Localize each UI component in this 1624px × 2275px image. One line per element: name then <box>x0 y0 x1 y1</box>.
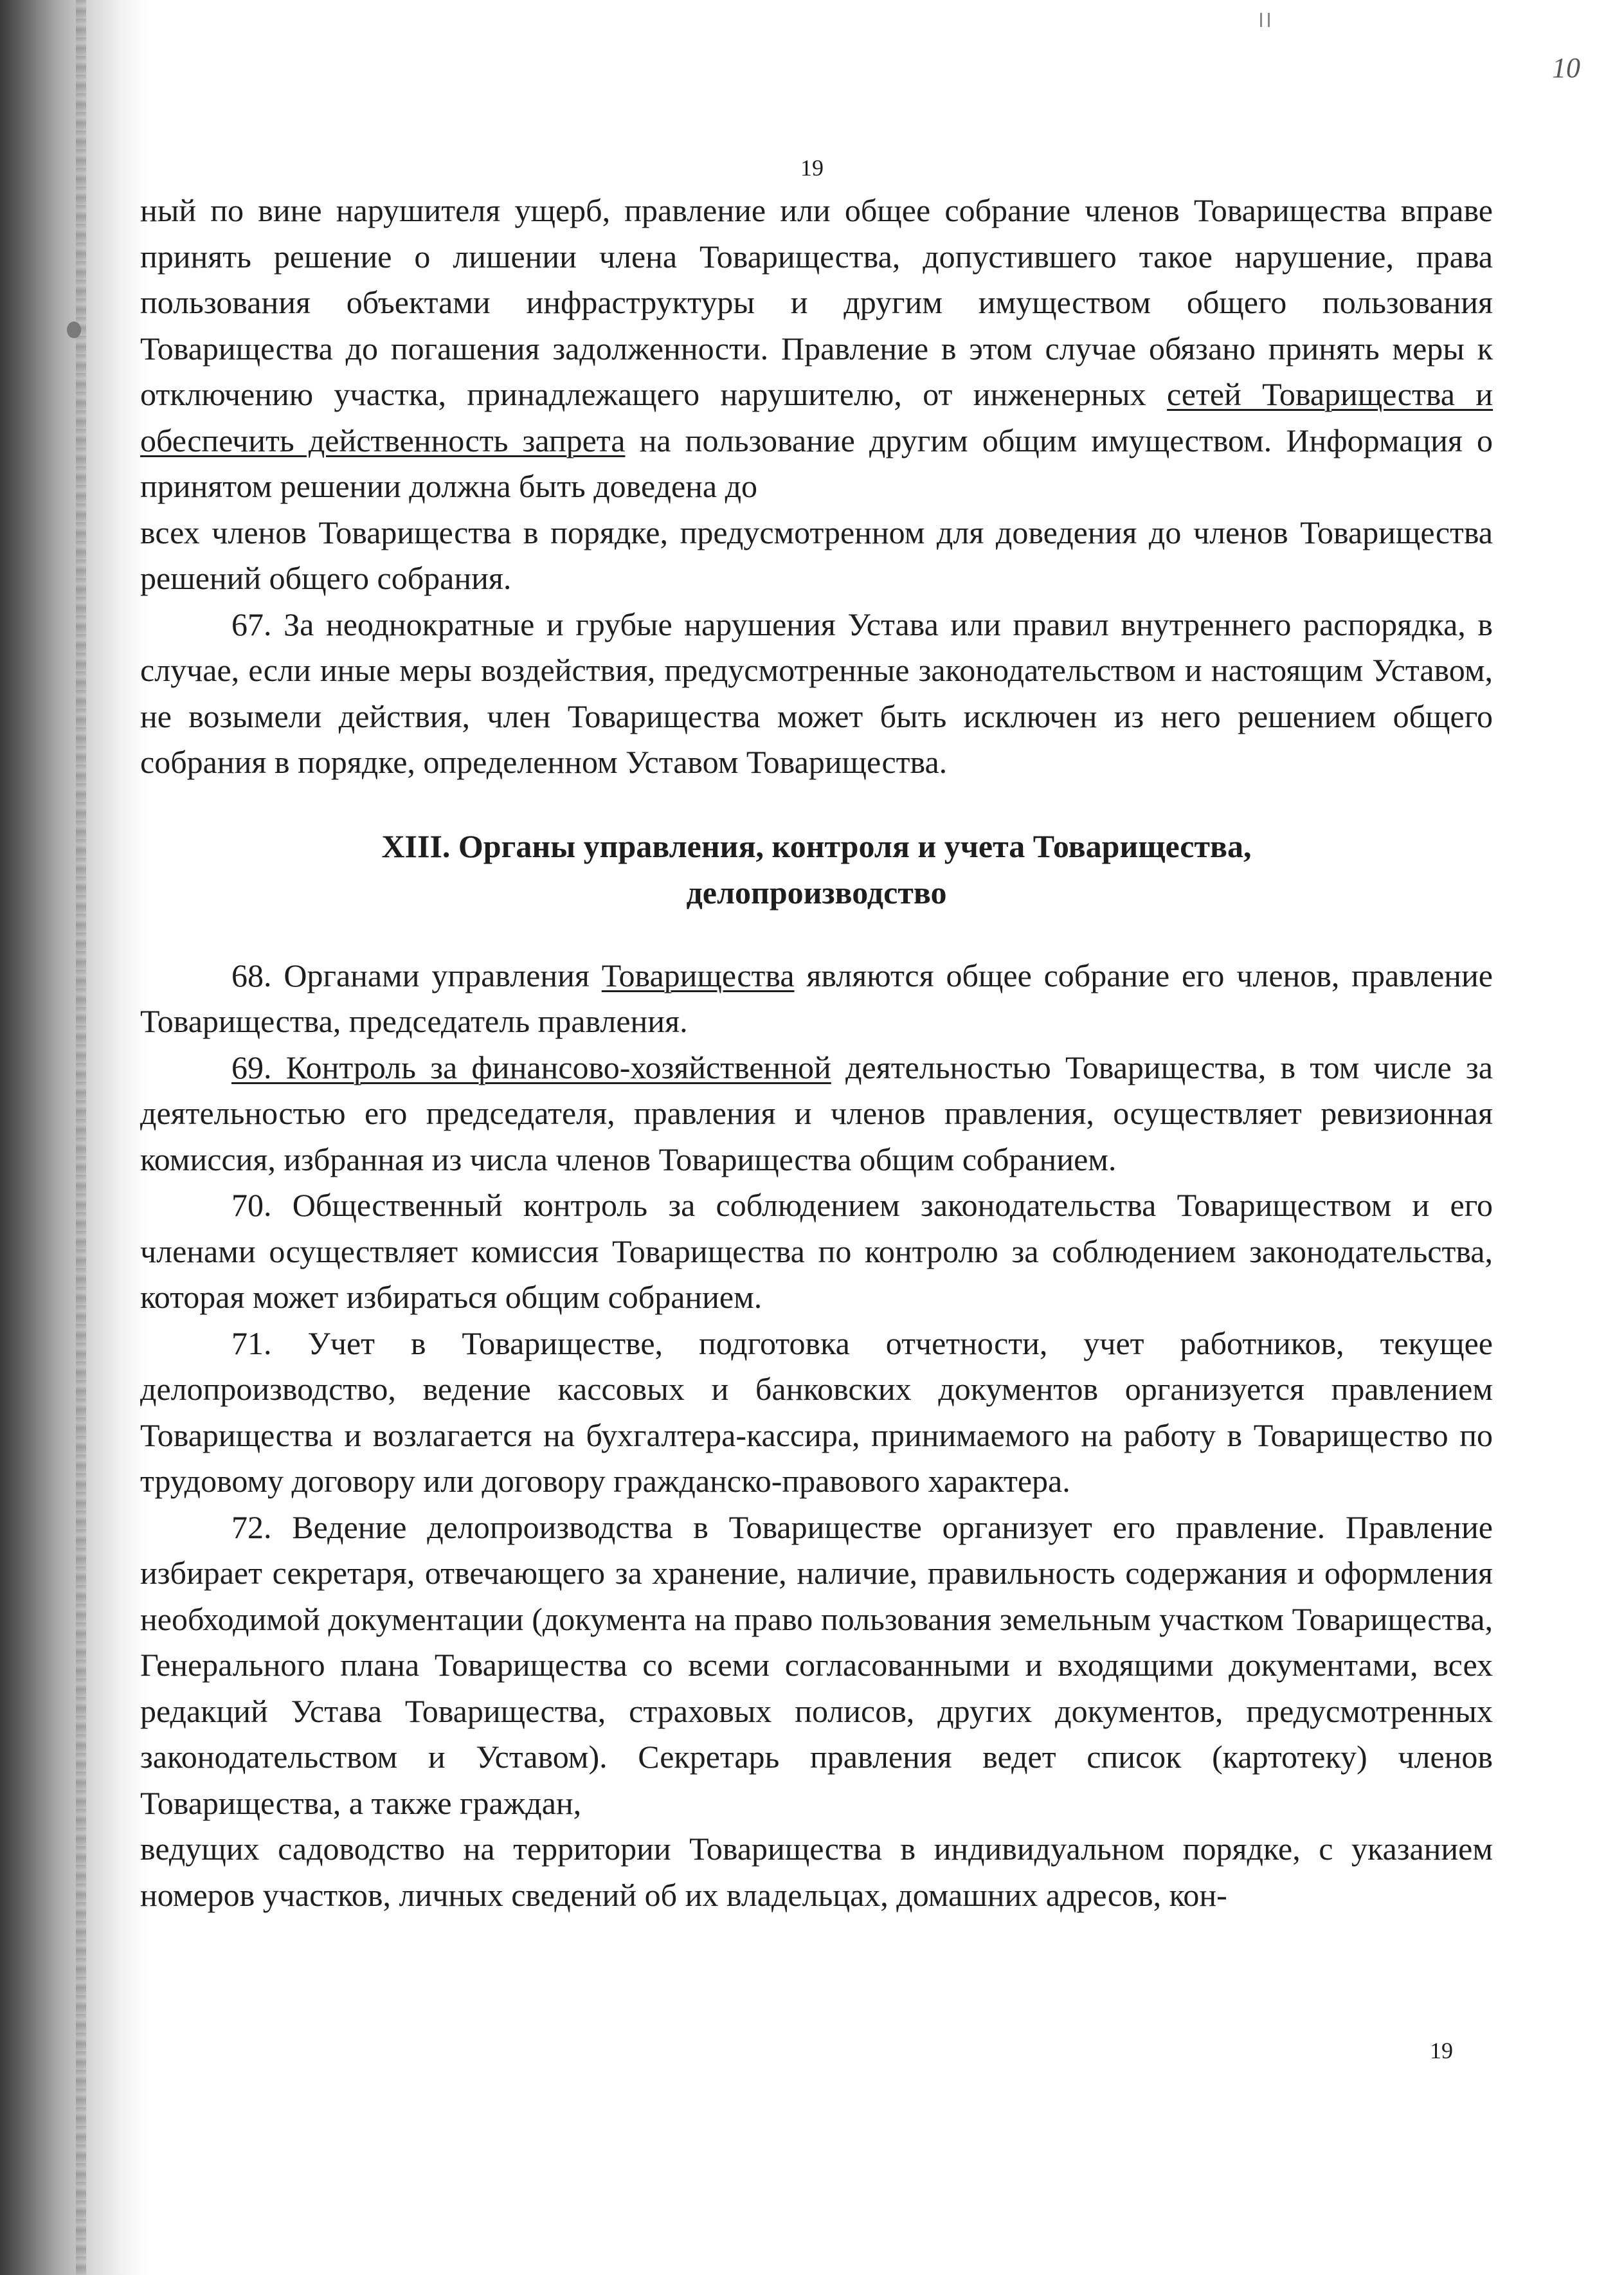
section-heading-line-2: делопроизводство <box>686 874 947 911</box>
paragraph-68: 68. Органами управления Товарищества являются общее собрание его членов, правление Товарищества, председатель правления. <box>140 957 1493 1039</box>
paragraph-72-continuation: ведущих садоводство на территории Товарищества в индивидуальном порядке, с указанием номеров участков, личных сведений об их владельцах, домашних адресов, кон- <box>140 1831 1493 1913</box>
page-number-bottom: 19 <box>1430 2038 1453 2063</box>
section-heading <box>140 823 1493 916</box>
scan-tick-mark <box>1268 13 1270 27</box>
paragraph-70: 70. Общественный контроль за соблюдением законодательства Товариществом и его членами осуществляет комиссия Товарищества по контролю за соблюдением законодательства, которая может избираться общим собранием. <box>140 1187 1493 1315</box>
scan-shadow-edge <box>0 0 148 2275</box>
paragraph-continuation: ный по вине нарушителя ущерб, правление или общее собрание членов Товарищества вправе принять решение о лишении члена Товарищества, допустившего такое нарушение, права пользования объектами инфраструктуры и другим имуществом общего пользования Товарищества до погашения задолженности. Правление в этом случае обязано принять меры к отключению участка, принадлежащего нарушителю, от инженерных сетей Товарищества и обеспечить действенность запрета на пользование другим общим имуществом. Информация о принятом решении должна быть доведена до <box>140 192 1493 504</box>
paragraph-67: 67. За неоднократные и грубые нарушения Устава или правил внутреннего распорядка, в случае, если иные меры воздействия, предусмотренные законодательством и настоящим Уставом, не возымели действия, член Товарищества может быть исключен из него решением общего собрания в порядке, определенном Уставом Товарищества. <box>140 606 1493 780</box>
underlined-text: сетей Товарищества и обеспечить действенность запрета <box>140 376 1493 458</box>
page-number-top: 19 <box>800 155 824 181</box>
underlined-text: 69. Контроль за финансово-хозяйственной <box>231 1049 831 1085</box>
paragraph-continuation-2: всех членов Товарищества в порядке, предусмотренном для доведения до членов Товарищества решений общего собрания. <box>140 514 1493 596</box>
punch-hole-mark <box>67 322 81 338</box>
scan-binding-strip <box>76 0 86 2275</box>
paragraph-71: 71. Учет в Товариществе, подготовка отчетности, учет работников, текущее делопроизводство, ведение кассовых и банковских документов организуется правлением Товарищества и возлагается на бухгалтера-кассира, принимаемого на работу в Товарищество по трудовому договору или договору гражданско-правового характера. <box>140 1325 1493 1499</box>
document-body <box>140 188 1493 1918</box>
paragraph-72: 72. Ведение делопроизводства в Товариществе организует его правление. Правление избирает секретаря, отвечающего за хранение, наличие, правильность содержания и оформления необходимой документации (документа на право пользования земельным участком Товарищества, Генерального плана Товарищества со всеми согласованными и входящими документами, всех редакций Устава Товарищества, страховых полисов, других документов, предусмотренных законодательством и Уставом). Секретарь правления ведет список (картотеку) членов Товарищества, а также граждан, <box>140 1509 1493 1821</box>
underlined-text: Товарищества <box>601 957 795 993</box>
handwritten-page-mark: 10 <box>1552 52 1580 84</box>
scan-tick-mark <box>1260 13 1262 27</box>
paragraph-69: 69. Контроль за финансово-хозяйственной деятельностью Товарищества, в том числе за деятельностью его председателя, правления и членов правления, осуществляет ревизионная комиссия, избранная из числа членов Товарищества общим собранием. <box>140 1049 1493 1177</box>
section-heading-line-1: XIII. Органы управления, контроля и учета Товарищества, <box>381 828 1252 864</box>
